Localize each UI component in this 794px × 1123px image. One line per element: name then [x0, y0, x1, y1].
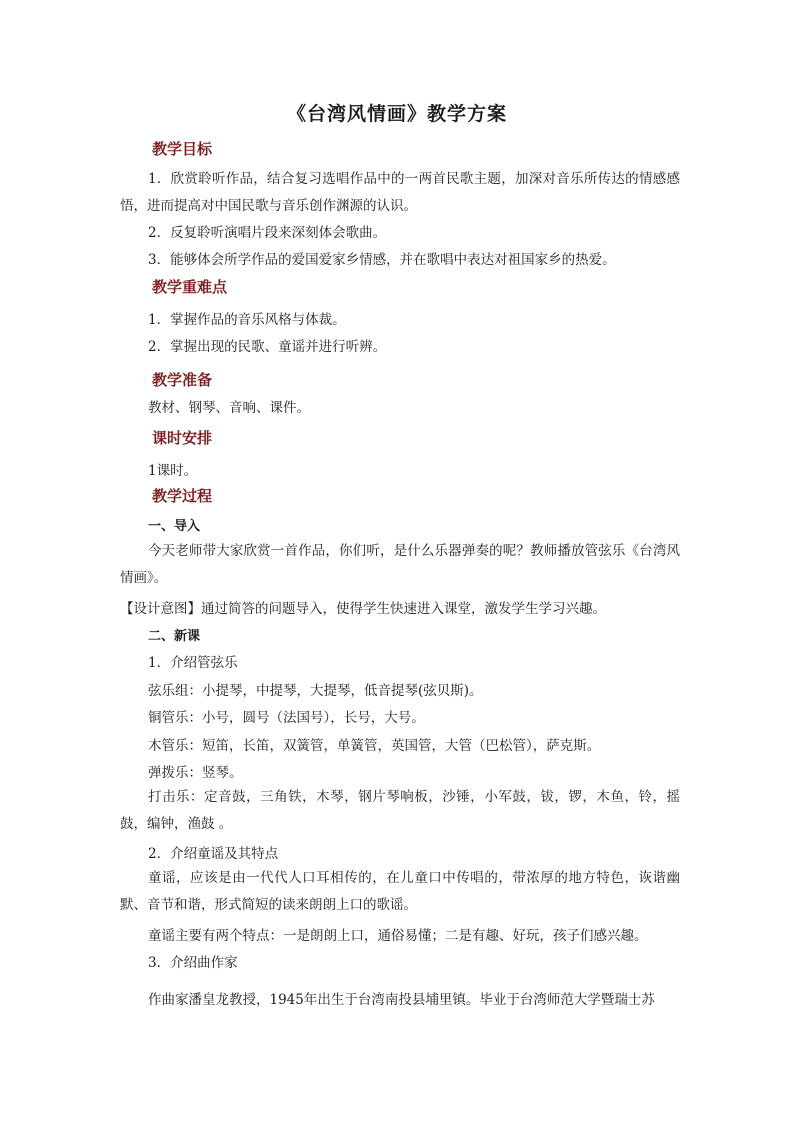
plucked-line: 弹拨乐：竖琴。: [148, 765, 243, 781]
key-point-2: 2．掌握出现的民歌、童谣并进行听辨。: [148, 339, 387, 355]
goal-item-3: 3．能够体会所学作品的爱国爱家乡情感，并在歌唱中表达对祖国家乡的热爱。: [148, 252, 616, 268]
intro-text: 今天老师带大家欣赏一首作品，你们听，是什么乐器弹奏的呢？教师播放管弦乐《台湾风情画》。: [120, 543, 680, 586]
nursery-definition: 童谣，应该是由一代代人口耳相传的，在儿童口中传唱的，带浓厚的地方特色，诙谐幽默、音节和谐，形式简短的读来朗朗上口的歌谣。: [120, 870, 680, 913]
strings-line: 弦乐组：小提琴，中提琴，大提琴，低音提琴(弦贝斯)。: [148, 683, 483, 699]
heading-schedule: 课时安排: [152, 429, 213, 447]
brass-line: 铜管乐：小号，圆号（法国号），长号，大号。: [148, 710, 425, 726]
nursery-features: 童谣主要有两个特点：一是朗朗上口，通俗易懂；二是有趣、好玩，孩子们感兴趣。: [148, 928, 648, 944]
heading-preparation: 教学准备: [152, 371, 213, 389]
heading-key-points: 教学重难点: [152, 278, 228, 296]
heading-goals: 教学目标: [152, 140, 213, 158]
goal-item-1: 1．欣赏聆听作品，结合复习选唱作品中的一两首民歌主题，加深对音乐所传达的情感感悟，进而提高对中国民歌与音乐创作渊源的认识。: [120, 171, 680, 214]
heading-process: 教学过程: [152, 487, 213, 505]
part1-title: 1．介绍管弦乐: [148, 655, 238, 671]
woodwind-line: 木管乐：短笛，长笛，双簧管，单簧管，英国管，大管（巴松管），萨克斯。: [148, 738, 601, 754]
part3-title: 3．介绍曲作家: [148, 955, 238, 971]
goal-item-2: 2．反复聆听演唱片段来深刻体会歌曲。: [148, 225, 387, 241]
preparation-text: 教材、钢琴、音响、课件。: [148, 400, 310, 416]
new-lesson-title: 二、新课: [148, 629, 201, 644]
intro-title: 一、导入: [148, 519, 201, 534]
page-title: 《台湾风情画》教学方案: [286, 103, 507, 125]
key-point-1: 1．掌握作品的音乐风格与体裁。: [148, 312, 346, 328]
part2-title: 2．介绍童谣及其特点: [148, 846, 279, 862]
composer-text: 作曲家潘皇龙教授，1945年出生于台湾南投县埔里镇。毕业于台湾师范大学暨瑞士苏: [148, 992, 655, 1008]
schedule-text: 1课时。: [148, 463, 198, 479]
design-intent: 【设计意图】通过简答的问题导入，使得学生快速进入课堂，激发学生学习兴趣。: [120, 601, 606, 617]
percussion-line: 打击乐：定音鼓，三角铁，木琴，钢片琴响板，沙锤，小军鼓，钹，锣，木鱼，铃，摇鼓，编钟，渔鼓 。: [120, 789, 680, 832]
